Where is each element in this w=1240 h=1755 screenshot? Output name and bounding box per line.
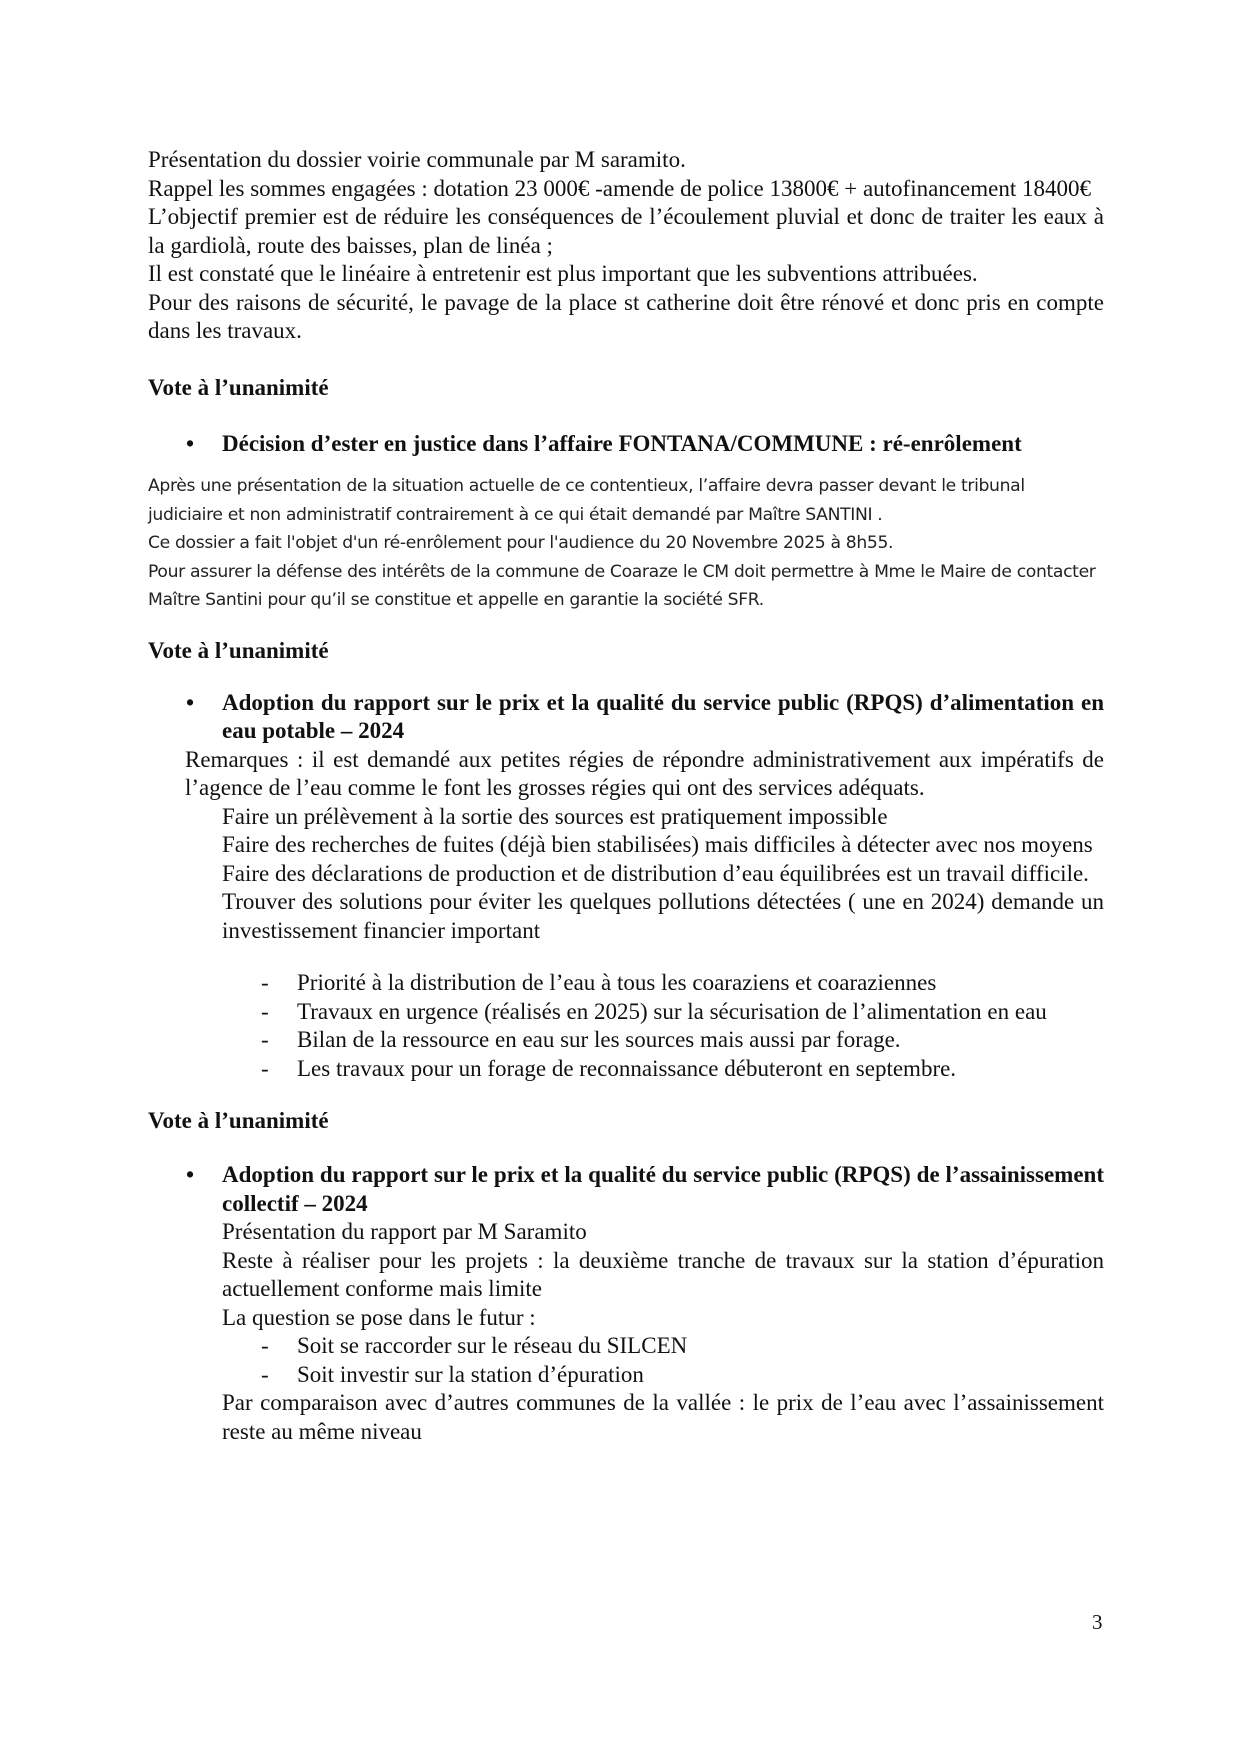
sub-point: Faire des déclarations de production et de distribution d’eau équilibrées est un travail difficile. [222,860,1089,886]
agenda-item-title: Adoption du rapport sur le prix et la qualité du service public (RPQS) de l’assainissement collectif – 2024 [222,1162,1104,1216]
agenda-item-title: Décision d’ester en justice dans l’affaire FONTANA/COMMUNE : ré-enrôlement [222,430,1022,456]
agenda-item-title: Adoption du rapport sur le prix et la qualité du service public (RPQS) d’alimentation en eau potable – 2024 [222,689,1104,743]
page-number: 3 [1092,1610,1103,1634]
sub-point: Trouver des solutions pour éviter les quelques pollutions détectées ( une en 2024) demande un investissement financier important [222,889,1104,943]
fontana-paragraph-situation: Après une présentation de la situation actuelle de ce contentieux, l’affaire devra passer devant le tribunal judiciaire et non administratif contrairement à ce qui était demandé par Maître SANTINI . [148,476,1025,525]
list-item-text: Les travaux pour un forage de reconnaissance débuteront en septembre. [297,1055,957,1081]
list-item [148,1026,1104,1055]
agenda-item-rpqs-eau [148,689,1104,746]
vote-result-rpqs-eau: Vote à l’unanimité [148,1108,329,1133]
list-item-text: Bilan de la ressource en eau sur les sources mais aussi par forage. [297,1027,901,1052]
list-item-text: Soit investir sur la station d’épuration [297,1361,644,1387]
agenda-item-fontana [148,430,1104,459]
rpqs-eau-remarks-block [148,746,1104,946]
voirie-line-lineaire: Il est constaté que le linéaire à entretenir est plus important que les subventions attribuées. [148,261,978,286]
list-item-text: Soit se raccorder sur le réseau du SILCEN [297,1333,688,1358]
list-item-text: Priorité à la distribution de l’eau à tous les coaraziens et coaraziennes [297,970,937,995]
list-item [148,998,1104,1027]
dash-bullet-icon: - [261,1027,269,1052]
bullet-icon: • [186,430,195,456]
fontana-paragraph-defense: Pour assurer la défense des intérêts de la commune de Coaraze le CM doit permettre à Mme le Maire de contacter Maître Santini pour qu’il se constitue et appelle en garantie la société SFR. [148,561,1096,610]
list-item [222,1361,1104,1390]
bullet-icon: • [186,1162,195,1187]
rpqs-assainissement-remaining: Reste à réaliser pour les projets : la deuxième tranche de travaux sur la station d’épuration actuellement conforme mais limite [222,1247,1104,1301]
vote-result-voirie: Vote à l’unanimité [148,374,329,400]
page-content [148,146,1104,1446]
agenda-item-rpqs-assainissement [148,1161,1104,1218]
fontana-paragraph-audience: Ce dossier a fait l'objet d'un ré-enrôlement pour l'audience du 20 Novembre 2025 à 8h55. [148,533,894,553]
voirie-line-sommes: Rappel les sommes engagées : dotation 23 000€ -amende de police 13800€ + autofinancement 18400€ [148,175,1091,201]
list-item [222,1332,1104,1361]
list-item [148,969,1104,998]
list-item-text: Travaux en urgence (réalisés en 2025) sur la sécurisation de l’alimentation en eau [297,998,1047,1024]
voirie-line-securite: Pour des raisons de sécurité, le pavage de la place st catherine doit être rénové et donc pris en compte dans les travaux. [148,289,1104,343]
bullet-icon: • [186,689,195,715]
rpqs-eau-dash-list [148,969,1104,1083]
rpqs-eau-remarks: Remarques : il est demandé aux petites régies de répondre administrativement aux impératifs de l’agence de l’eau comme le font les grosses régies qui ont des services adéquats. [185,746,1104,800]
sub-point: Faire un prélèvement à la sortie des sources est pratiquement impossible [222,803,888,829]
rpqs-assainissement-question: La question se pose dans le futur : [222,1304,536,1330]
sub-point: Faire des recherches de fuites (déjà bien stabilisées) mais difficiles à détecter avec nos moyens [222,832,1093,857]
voirie-line-presentation: Présentation du dossier voirie communale par M saramito. [148,147,686,172]
dash-bullet-icon: - [261,1361,269,1387]
list-item [148,1055,1104,1084]
section-voirie [148,146,1104,346]
dash-bullet-icon: - [261,1333,269,1358]
fontana-details [148,472,1104,615]
vote-result-fontana: Vote à l’unanimité [148,637,329,663]
rpqs-eau-sub-points [185,803,1104,946]
voirie-line-objectif: L’objectif premier est de réduire les conséquences de l’écoulement pluvial et donc de traiter les eaux à la gardiolà, route des baisses, plan de linéa ; [148,204,1104,258]
rpqs-assainissement-presentation: Présentation du rapport par M Saramito [222,1219,587,1244]
rpqs-assainissement-comparison: Par comparaison avec d’autres communes de la vallée : le prix de l’eau avec l’assainissement reste au même niveau [222,1390,1104,1444]
dash-bullet-icon: - [261,970,269,995]
rpqs-assainissement-options [222,1332,1104,1389]
rpqs-assainissement-details [148,1218,1104,1446]
dash-bullet-icon: - [261,998,269,1024]
dash-bullet-icon: - [261,1055,269,1081]
